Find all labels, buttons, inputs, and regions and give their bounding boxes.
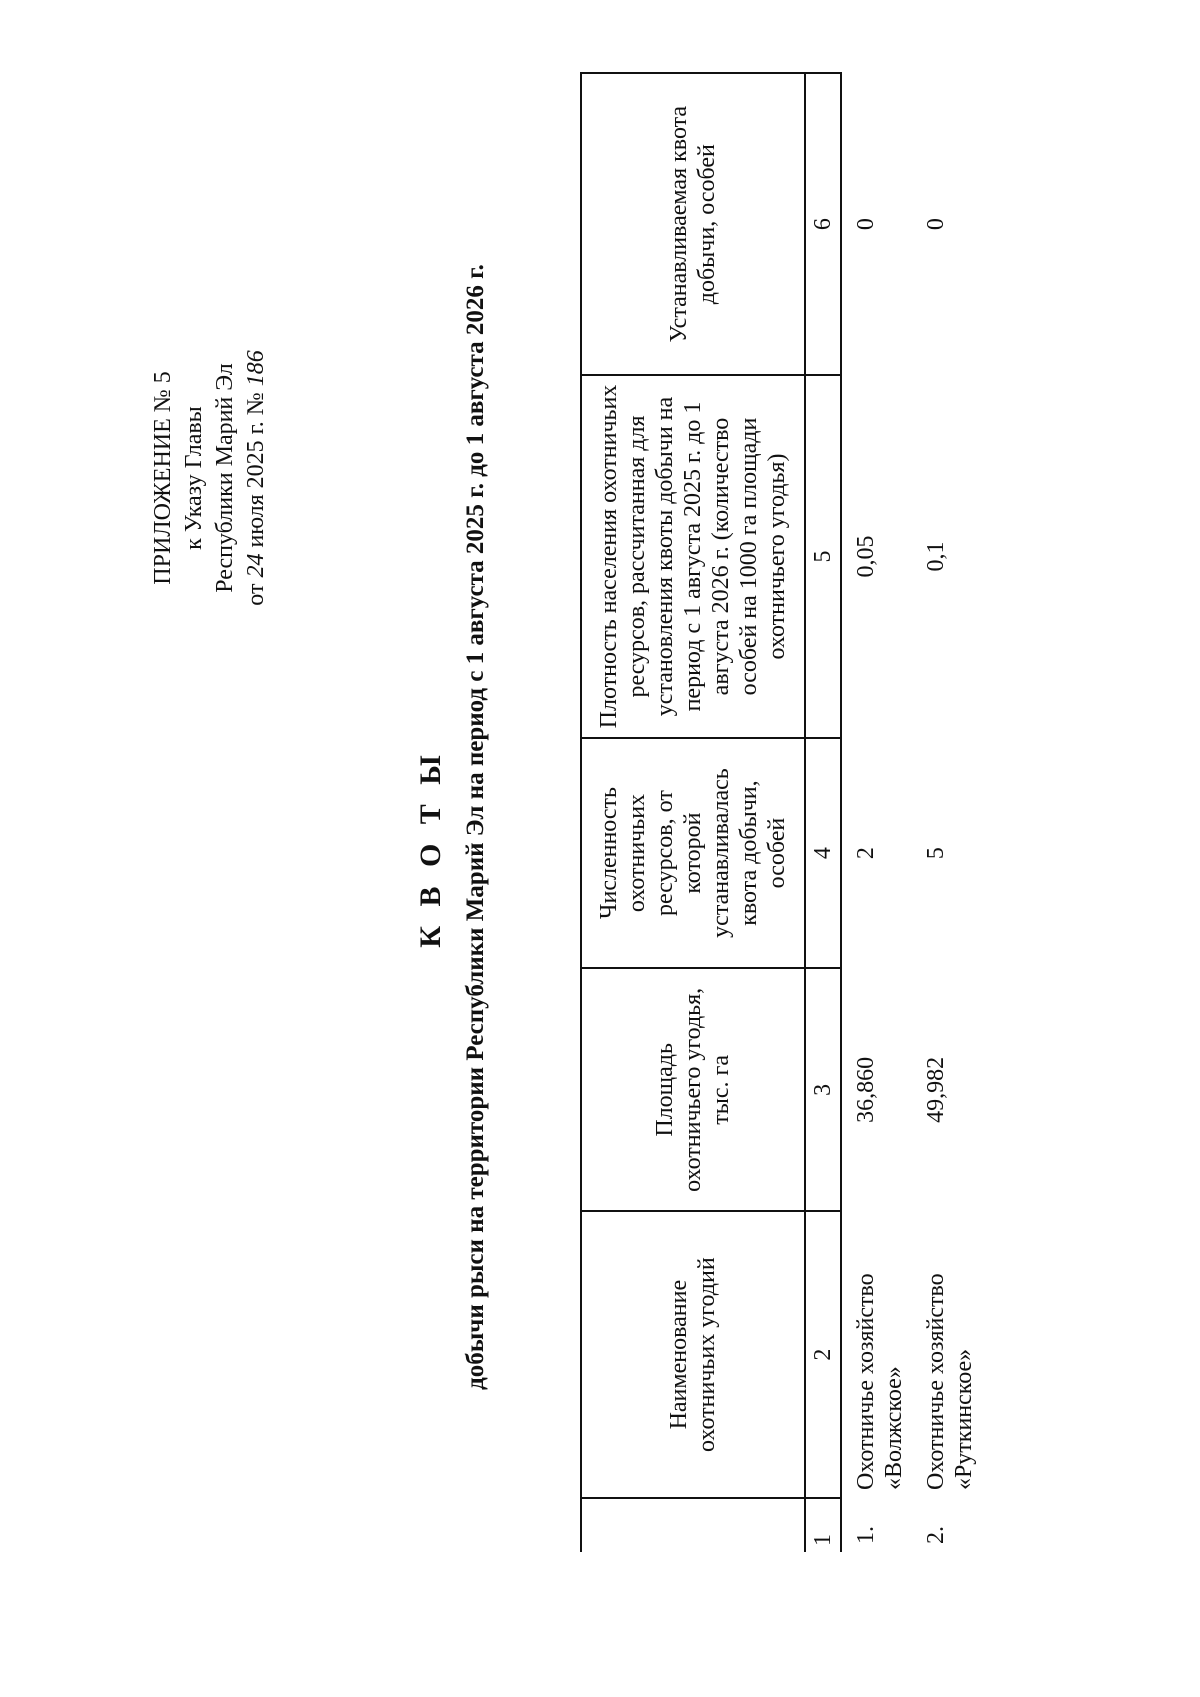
document-subtitle: добычи рыси на территории Республики Марий Эл на период с 1 августа 2025 г. до 1 августа 2026 г. bbox=[462, 264, 489, 1390]
appendix-title: ПРИЛОЖЕНИЕ № 5 bbox=[150, 371, 176, 585]
table-row bbox=[841, 73, 912, 1552]
header-quota: Устанавливаемая квота добычи, особей bbox=[581, 73, 805, 375]
row-index: 2. bbox=[923, 1526, 949, 1544]
column-number: 3 bbox=[805, 968, 841, 1211]
header-density: Плотность населения охотничьих ресурсов, рассчитанная для установления квоты добычи на период с 1 августа 2025 г. до 1 августа 2026 г. (количество особей на 1000 га площади охотничьего угодья) bbox=[581, 375, 805, 737]
column-number: 6 bbox=[805, 73, 841, 375]
date-rest: июля 2025 г. № bbox=[243, 392, 269, 548]
column-number: 5 bbox=[805, 375, 841, 737]
population-value: 5 bbox=[923, 847, 949, 860]
decree-number: 186 bbox=[243, 350, 269, 387]
date-prefix: от bbox=[243, 583, 269, 606]
population-value: 2 bbox=[853, 847, 879, 860]
area-value: 36,860 bbox=[853, 1056, 879, 1123]
header-area: Площадь охотничьего угодья, тыс. га bbox=[581, 968, 805, 1211]
quota-value: 0 bbox=[923, 218, 949, 231]
hunting-ground-name: Охотничье хозяйство «Волжское» bbox=[853, 1273, 907, 1491]
column-number: 4 bbox=[805, 738, 841, 969]
column-number-row bbox=[805, 73, 841, 1552]
appendix-ref: к Указу Главы bbox=[181, 406, 207, 550]
quota-value: 0 bbox=[853, 218, 879, 231]
column-number: 2 bbox=[805, 1211, 841, 1498]
date-day: 24 bbox=[243, 553, 269, 578]
density-value: 0,1 bbox=[923, 541, 949, 572]
appendix-date bbox=[241, 268, 272, 688]
area-value: 49,982 bbox=[923, 1056, 949, 1123]
header-population: Численность охотничьих ресурсов, от которой устанавливалась квота добычи, особей bbox=[581, 738, 805, 969]
table-header-row bbox=[581, 73, 805, 1552]
column-number: 1 bbox=[805, 1498, 841, 1552]
hunting-ground-name: Охотничье хозяйство «Руткинское» bbox=[923, 1273, 977, 1491]
header-index bbox=[581, 1498, 805, 1552]
density-value: 0,05 bbox=[853, 535, 879, 578]
row-index: 1. bbox=[853, 1526, 879, 1544]
header-name: Наименование охотничьих угодий bbox=[581, 1211, 805, 1498]
appendix-block bbox=[148, 268, 272, 688]
table-row bbox=[912, 73, 982, 1552]
quota-table bbox=[580, 72, 982, 1552]
appendix-republic: Республики Марий Эл bbox=[212, 363, 238, 593]
document-title: К В О Т Ы bbox=[414, 749, 447, 948]
